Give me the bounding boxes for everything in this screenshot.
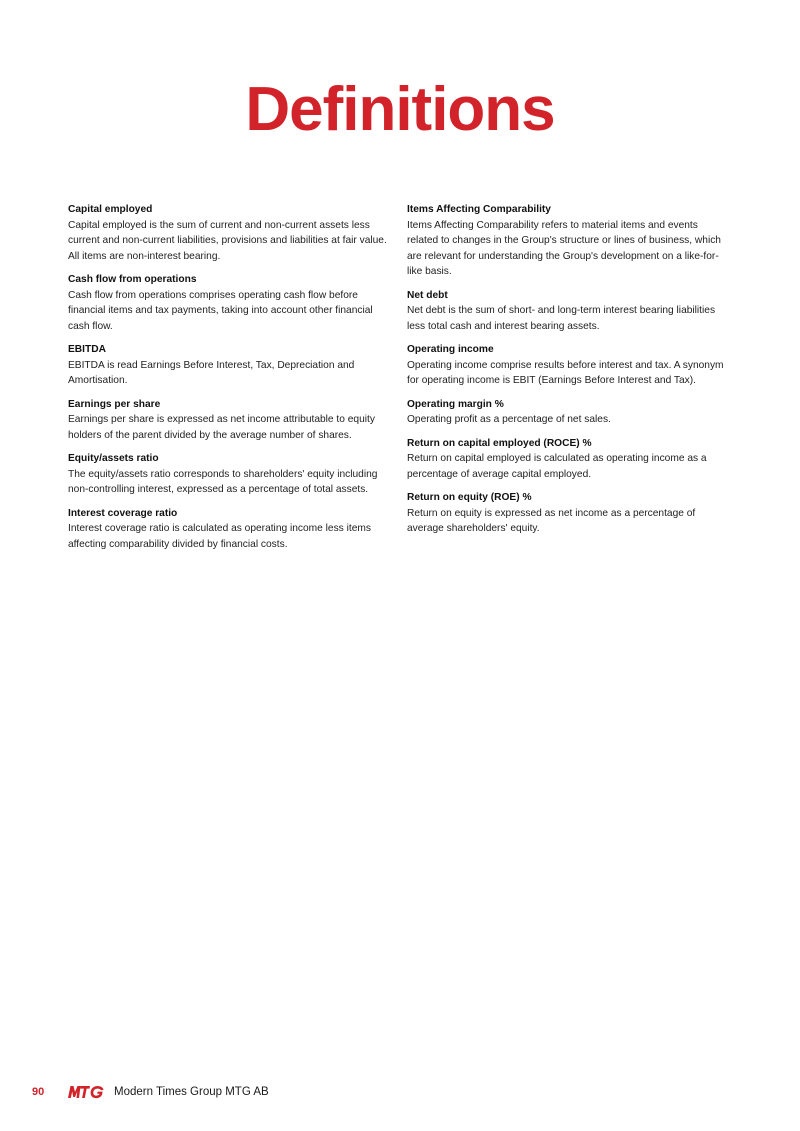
definition-text: Items Affecting Comparability refers to material items and events related to changes in the Group's structure or lines of business, which are relevant for understanding the Group's development on a like-for-like basis.: [407, 219, 721, 277]
definition-text: Earnings per share is expressed as net income attributable to equity holders of the parent divided by the average number of shares.: [68, 414, 375, 441]
page-title: Definitions: [245, 75, 555, 144]
definition-term: Return on equity (ROE) %: [407, 492, 532, 503]
definition-item: [68, 451, 390, 498]
definition-text: The equity/assets ratio corresponds to shareholders' equity including non-controlling interest, expressed as a percentage of total assets.: [68, 468, 378, 495]
definition-item: [407, 288, 729, 335]
definition-term: Return on capital employed (ROCE) %: [407, 437, 592, 449]
definition-term: Cash flow from operations: [68, 274, 197, 285]
definition-item: [407, 436, 729, 483]
definition-item: [68, 506, 390, 553]
definition-item: [68, 397, 390, 444]
definition-item: [407, 202, 729, 280]
definition-term: Operating margin %: [407, 398, 504, 410]
page-number: 90: [32, 1086, 45, 1098]
definition-term: Capital employed: [68, 204, 153, 215]
definition-item: [407, 342, 729, 389]
definition-item: [68, 272, 390, 334]
definition-term: Earnings per share: [68, 398, 161, 410]
definition-term: Interest coverage ratio: [68, 507, 178, 519]
mtg-logo-icon: [68, 1085, 104, 1099]
definition-term: EBITDA: [68, 344, 106, 355]
definition-text: Return on equity is expressed as net income as a percentage of average shareholders' equity.: [407, 507, 696, 534]
definition-text: Operating profit as a percentage of net sales.: [407, 414, 611, 425]
definition-text: Capital employed is the sum of current and non-current assets less current and non-current liabilities, provisions and liabilities at fair value. All items are non-interest bearing.: [68, 219, 387, 262]
definition-text: EBITDA is read Earnings Before Interest, Tax, Depreciation and Amortisation.: [68, 359, 355, 386]
definition-item: [407, 490, 729, 537]
company-name: Modern Times Group MTG AB: [114, 1086, 269, 1098]
definitions-left-column: [68, 202, 390, 560]
definition-term: Net debt: [407, 289, 448, 301]
definition-text: Interest coverage ratio is calculated as operating income less items affecting comparability divided by financial costs.: [68, 523, 371, 550]
definition-term: Operating income: [407, 344, 494, 355]
definition-text: Net debt is the sum of short- and long-term interest bearing liabilities less total cash and interest bearing assets.: [407, 305, 716, 332]
definition-term: Equity/assets ratio: [68, 453, 159, 464]
definition-text: Operating income comprise results before interest and tax. A synonym for operating income is EBIT (Earnings Before Interest and Tax).: [407, 359, 724, 386]
definition-term: Items Affecting Comparability: [407, 204, 551, 215]
definitions-right-column: [407, 202, 729, 545]
page-footer: [32, 1083, 269, 1101]
definition-item: [68, 202, 390, 264]
definition-item: [68, 342, 390, 389]
definition-item: [407, 397, 729, 428]
definition-text: Return on capital employed is calculated as operating income as a percentage of average capital employed.: [407, 453, 707, 480]
definition-text: Cash flow from operations comprises operating cash flow before financial items and tax payments, taking into account other financial cash flow.: [68, 289, 373, 332]
